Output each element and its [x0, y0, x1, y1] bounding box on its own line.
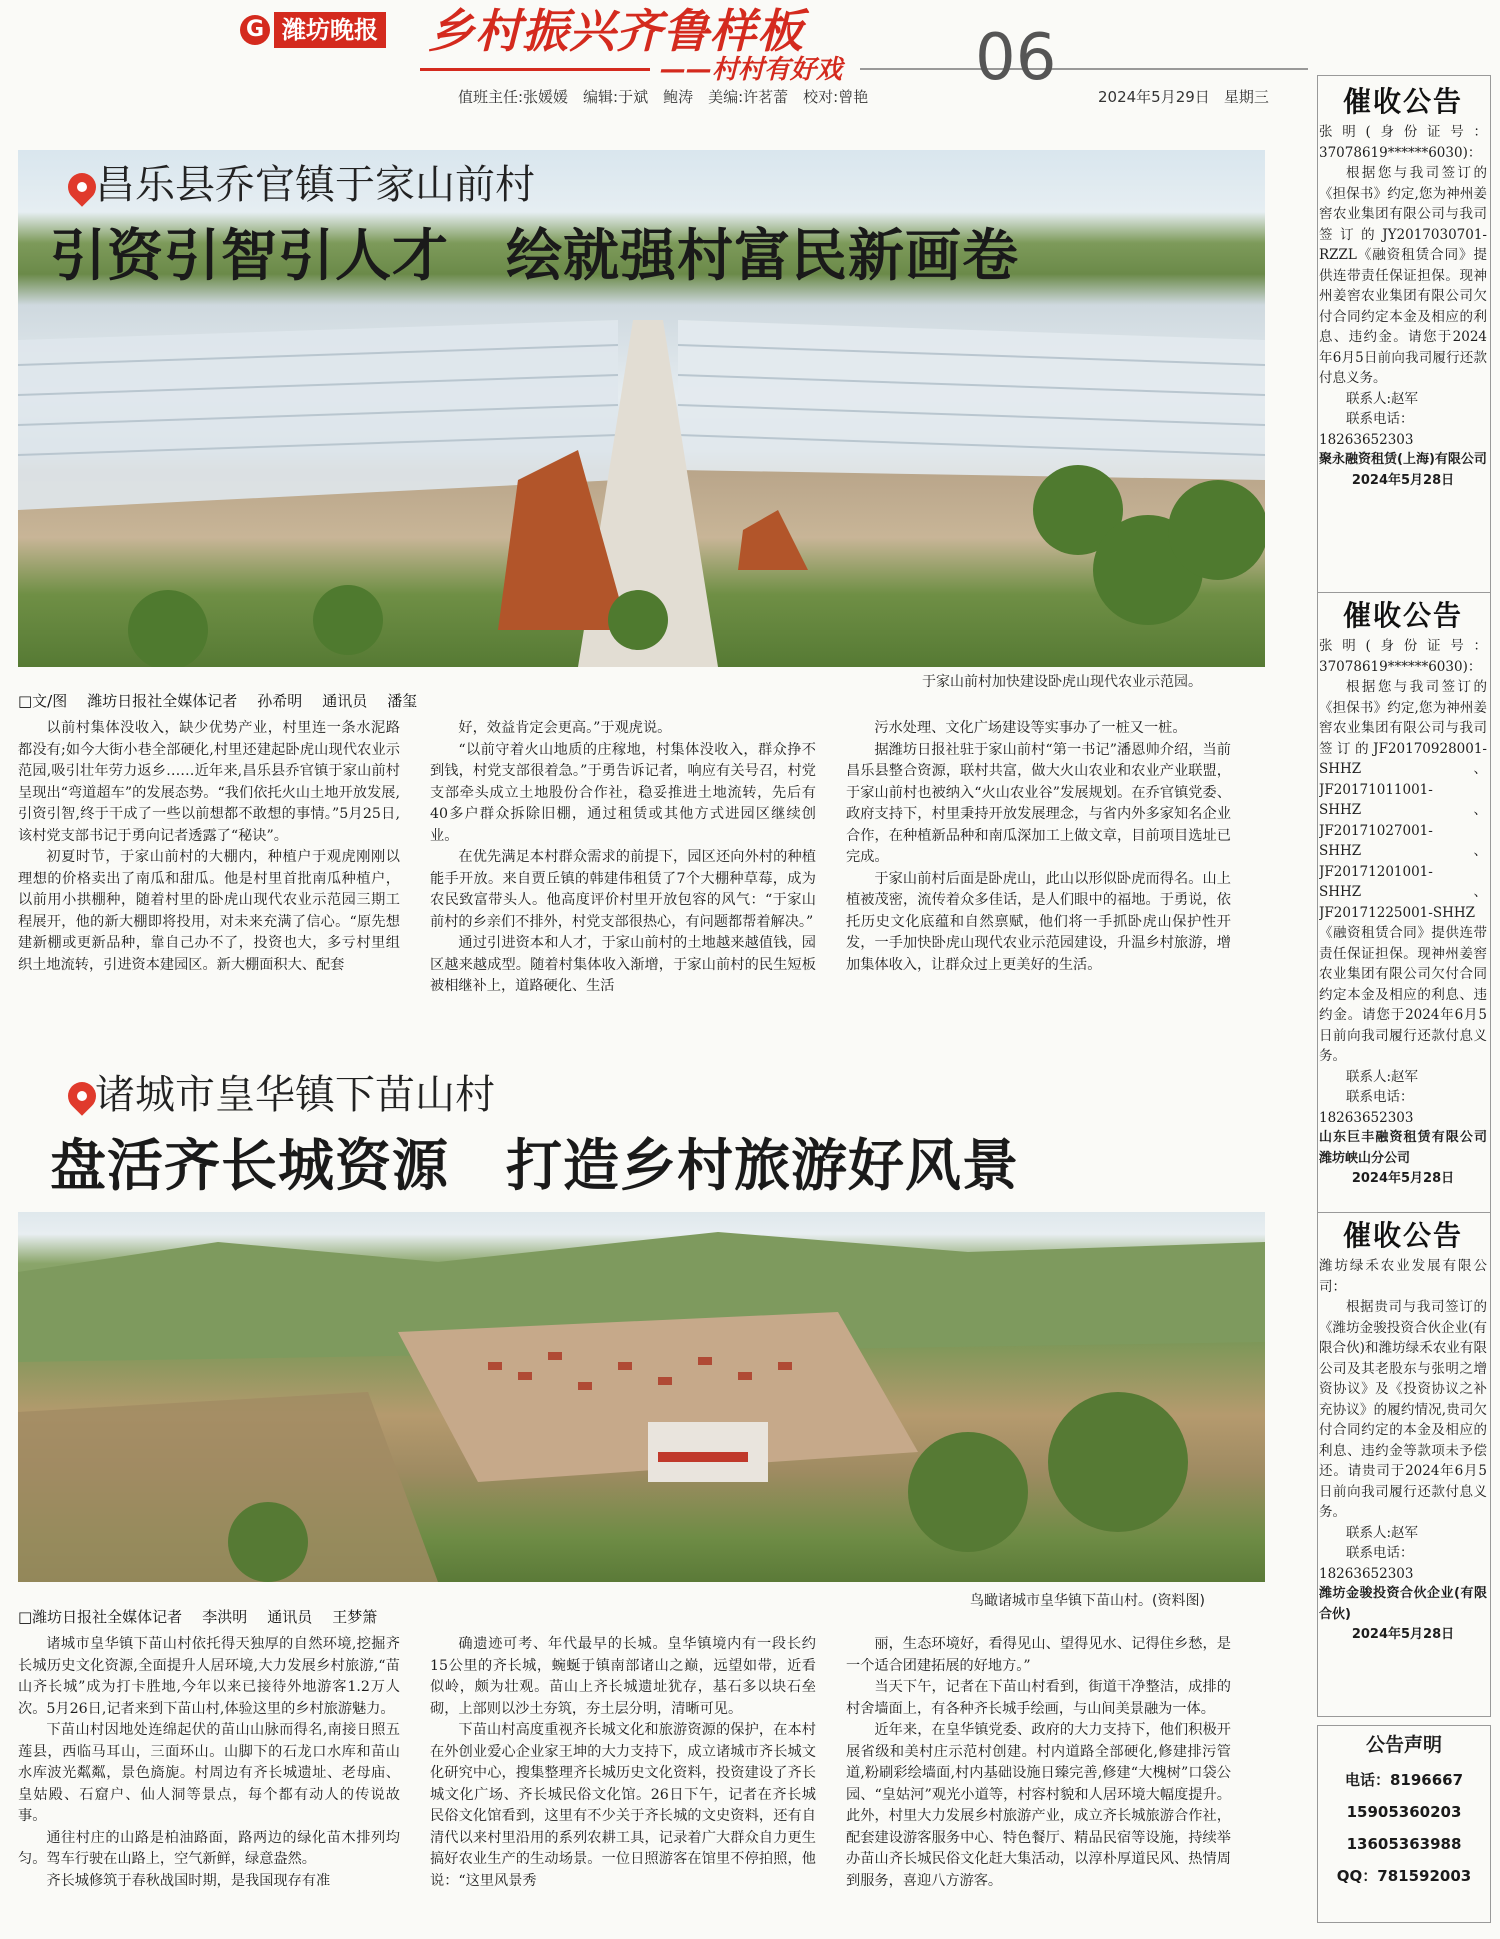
- byline-reporter: 李洪明: [202, 1608, 248, 1626]
- paragraph: 通往村庄的山路是柏油路面，路两边的绿化苗木排列均匀。驾车行驶在山路上，空气新鲜，绿意盎然。: [18, 1829, 400, 1867]
- article1-byline: [18, 690, 437, 712]
- masthead-rule: [420, 68, 650, 71]
- paragraph: 丽，生态环境好，看得见山、望得见水、记得住乡愁，是一个适合团建拓展的好地方。”: [846, 1636, 1231, 1674]
- article2-headline: 盘活齐长城资源 打造乡村旅游好风景: [50, 1134, 1019, 1199]
- declaration-mobile-2: 13605363988: [1346, 1835, 1462, 1853]
- notice-phone: 18263652303: [1319, 1109, 1414, 1126]
- masthead-rule-right: [860, 68, 1308, 70]
- notice-title: 催收公告: [1342, 599, 1463, 632]
- paragraph: 初夏时节，于家山前村的大棚内，种植户于观虎刚刚以理想的价格卖出了南瓜和甜瓜。他是村里首批南瓜种植户，以前用小拱棚种，随着村里的卧虎山现代农业示范园三期工程展开，他的新大棚即将投用，对未来充满了信心。“原先想建新棚或更新品种，靠自己办不了，投资也大，多亏村里组织土地流转，引进资本建园区。新大棚面积大、配套: [18, 849, 400, 973]
- notice-contact: 联系人:赵军: [1346, 390, 1419, 407]
- byline-correspondent-label: 通讯员: [267, 1608, 313, 1626]
- article1-photo-caption: 于家山前村加快建设卧虎山现代农业示范园。: [922, 674, 1202, 690]
- paragraph: 据潍坊日报社驻于家山前村“第一书记”潘恩帅介绍，当前昌乐县整合资源，联村共富，做大火山农业和农业产业联盟，于家山前村也被纳入“火山农业谷”发展规划。在乔官镇党委、政府支持下，村里秉持开放发展理念，与省内外多家知名企业合作，在种植新品种和南瓜深加工上做文章，目前项目选址已完成。: [846, 741, 1231, 865]
- article1-column-3: [846, 718, 1231, 1018]
- notice-phone-label: 联系电话：: [1346, 1545, 1414, 1561]
- logo-icon: G: [240, 15, 270, 45]
- collection-notice-2: [1319, 596, 1487, 1206]
- notice-phone: 18263652303: [1319, 431, 1414, 448]
- paragraph: 下苗山村高度重视齐长城文化和旅游资源的保护，在本村在外创业爱心企业家王坤的大力支持下，成立诸城市齐长城文化研究中心，搜集整理齐长城历史文化资料，投资建设了齐长城文化广场、齐长城民俗文化馆。26日下午，记者在齐长城民俗文化馆看到，这里有不少关于齐长城的文史资料，还有自清代以来村里沿用的系列农耕工具，记录着广大群众自力更生搞好农业生产的生动场景。一位日照游客在馆里不停拍照，他说：“这里风景秀: [430, 1722, 816, 1889]
- notice-divider: [1317, 592, 1491, 593]
- article2-column-1: [18, 1634, 400, 1934]
- declaration-mobile-1: 15905360203: [1346, 1803, 1462, 1821]
- byline-reporter: 孙希明: [257, 692, 303, 710]
- byline-correspondent: 潘玺: [387, 692, 418, 710]
- public-notice-contact-box: [1317, 1725, 1491, 1923]
- article1-location: 昌乐县乔官镇于家山前村: [95, 162, 535, 208]
- section-subtitle: ——村村有好戏: [660, 55, 843, 85]
- issue-date: 2024年5月29日: [1098, 88, 1210, 106]
- paragraph: 在优先满足本村群众需求的前提下，园区还向外村的种植能手开放。来自贾丘镇的韩建伟租赁了7个大棚种草莓，成为农民致富带头人。他高度评价村里开放包容的风气：“于家山前村的乡亲们不排外，村党支部很热心，有问题都帮着解决。”: [430, 849, 816, 930]
- byline-org: 潍坊日报社全媒体记者: [87, 692, 238, 710]
- article2-column-3: [846, 1634, 1231, 1934]
- article2-byline: [18, 1606, 397, 1628]
- declaration-phone: 电话：8196667: [1344, 1771, 1464, 1789]
- notice-addressee: 张明(身份证号：37078619******6030)：: [1319, 124, 1487, 161]
- notice-body: 根据贵司与我司签订的《潍坊金骏投资合伙企业(有限合伙)和潍坊绿禾农业有限公司及其老股东与张明之增资协议》及《投资协议之补充协议》的履约情况,贵司欠付合同约定的本金及相应的利息、违约金等款项未予偿还。请贵司于2024年6月5日前向我司履行还款付息义务。: [1319, 1299, 1487, 1520]
- notice-phone-label: 联系电话：: [1346, 411, 1414, 427]
- article2-photo-caption: 鸟瞰诸城市皇华镇下苗山村。(资料图): [970, 1593, 1205, 1609]
- declaration-title: 公告声明: [1365, 1734, 1442, 1756]
- editorial-staff: 值班主任:张媛媛 编辑:于斌 鲍涛 美编:许茗蕾 校对:曾艳: [458, 88, 869, 106]
- notice-date: 2024年5月28日: [1351, 1171, 1455, 1186]
- notice-addressee: 张明(身份证号：37078619******6030)：: [1319, 638, 1487, 675]
- dateline: [1098, 86, 1283, 108]
- notice-divider: [1317, 1212, 1491, 1213]
- paragraph: 近年来，在皇华镇党委、政府的大力支持下，他们积极开展省级和美村庄示范村创建。村内道路全部硬化,修建排污管道,粉刷彩绘墙面,村内基础设施日臻完善,修建“大槐树”口袋公园、“皇姑河”观光小道等，村容村貌和人居环境大幅度提升。此外，村里大力发展乡村旅游产业，成立齐长城旅游合作社，配套建设游客服务中心、特色餐厅、精品民宿等设施，持续举办苗山齐长城民俗文化赶大集活动，以淳朴厚道民风、热情周到服务，喜迎八方游客。: [846, 1722, 1231, 1889]
- notice-phone-label: 联系电话：: [1346, 1089, 1414, 1105]
- collection-notice-3: [1319, 1216, 1487, 1714]
- logo-text: 潍坊晚报: [274, 12, 386, 48]
- paragraph: 通过引进资本和人才，于家山前村的土地越来越值钱，园区越来越成型。随着村集体收入渐增，于家山前村的民生短板被相继补上，道路硬化、生活: [430, 935, 816, 994]
- notice-contact: 联系人:赵军: [1346, 1068, 1419, 1085]
- notice-company: 聚永融资租赁(上海)有限公司: [1319, 452, 1487, 467]
- article1-column-2: [430, 718, 816, 1018]
- notice-title: 催收公告: [1342, 85, 1463, 118]
- notice-date: 2024年5月28日: [1351, 1627, 1455, 1642]
- paragraph: 确遗迹可考、年代最早的长城。皇华镇境内有一段长约15公里的齐长城，蜿蜒于镇南部诸山之巅，远望如带，近看似岭，颇为壮观。苗山上齐长城遗址犹存，基石多以块石垒砌，上部则以沙土夯筑，夯土层分明，清晰可见。: [430, 1636, 816, 1717]
- notice-body: 根据您与我司签订的《担保书》约定,您为神州姜窖农业集团有限公司与我司签订的JY2017030701-RZZL《融资租赁合同》提供连带责任保证担保。现神州姜窖农业集团有限公司欠付合同约定本金及相应的利息、违约金。请您于2024年6月5日前向我司履行还款付息义务。: [1319, 165, 1487, 386]
- paragraph: 以前村集体没收入，缺少优势产业，村里连一条水泥路都没有;如今大街小巷全部硬化,村里还建起卧虎山现代农业示范园,吸引壮年劳力返乡……近年来,昌乐县乔官镇于家山前村呈现出“弯道超车”的发展态势。“我们依托火山土地开放发展,引资引智,终于干成了一些以前想都不敢想的事情。”5月25日,该村党支部书记于勇向记者透露了“秘诀”。: [18, 720, 400, 844]
- notice-company: 潍坊金骏投资合伙企业(有限合伙): [1319, 1586, 1487, 1622]
- article1-headline: 引资引智引人才 绘就强村富民新画卷: [50, 224, 1019, 289]
- section-title: 乡村振兴齐鲁样板: [428, 4, 804, 58]
- paragraph: “以前守着火山地质的庄稼地，村集体没收入，群众挣不到钱，村党支部很着急。”于勇告诉记者，响应有关号召，村党支部牵头成立土地股份合作社，稳妥推进土地流转，先后有40多户群众拆除旧棚，通过租赁或其他方式进园区继续创业。: [430, 741, 816, 844]
- article2-location: 诸城市皇华镇下苗山村: [95, 1072, 495, 1118]
- collection-notice-1: [1319, 82, 1487, 587]
- paragraph: 于家山前村后面是卧虎山，此山以形似卧虎而得名。山上植被茂密，流传着众多佳话，是人们眼中的福地。于勇说，依托历史文化底蕴和自然禀赋，他们将一手抓卧虎山保护性开发，一手加快卧虎山现代农业示范园建设，升温乡村旅游，增加集体收入，让群众过上更美好的生活。: [846, 870, 1231, 973]
- article1-column-1: [18, 718, 400, 1018]
- issue-weekday: 星期三: [1223, 88, 1269, 106]
- village-aerial-illustration: [18, 1212, 1265, 1582]
- paragraph: 污水处理、文化广场建设等实事办了一桩又一桩。: [874, 720, 1187, 736]
- paragraph: 当天下午，记者在下苗山村看到，街道干净整洁，成排的村舍墙面上，有各种齐长城手绘画，与山间美景融为一体。: [846, 1679, 1231, 1717]
- notice-body: 根据您与我司签订的《担保书》约定,您为神州姜窖农业集团有限公司与我司签订的JF20170928001-SHHZ、JF20171011001-SHHZ、JF20171027001-SHHZ、JF20171201001-SHHZ、JF20171225001-SHHZ《融资租赁合同》提供连带责任保证担保。现神州姜窖农业集团有限公司欠付合同约定本金及相应的利息、违约金。请您于2024年6月5日前向我司履行还款付息义务。: [1319, 679, 1487, 1064]
- declaration-qq: QQ：781592003: [1336, 1867, 1472, 1885]
- page-number: 06: [975, 21, 1057, 95]
- byline-correspondent: 王梦箫: [332, 1608, 378, 1626]
- article2-column-2: [430, 1634, 816, 1934]
- paragraph: 齐长城修筑于春秋战国时期，是我国现存有准: [46, 1872, 331, 1889]
- newspaper-logo: [240, 12, 420, 52]
- byline-org: □潍坊日报社全媒体记者: [18, 1608, 183, 1626]
- paragraph: 好，效益肯定会更高。”于观虎说。: [458, 720, 672, 736]
- notice-phone: 18263652303: [1319, 1565, 1414, 1582]
- paragraph: 下苗山村因地处连绵起伏的苗山山脉而得名,南接日照五莲县，西临马耳山，三面环山。山脚下的石龙口水库和苗山水库波光粼粼，景色旖旎。村周边有齐长城遗址、老母庙、皇姑殿、石窟户、仙人洞等景点，每个都有动人的传说故事。: [18, 1722, 400, 1824]
- notice-addressee: 潍坊绿禾农业发展有限公司：: [1319, 1258, 1487, 1295]
- article2-photo: [18, 1212, 1265, 1582]
- paragraph: 诸城市皇华镇下苗山村依托得天独厚的自然环境,挖掘齐长城历史文化资源,全面提升人居环境,大力发展乡村旅游,“苗山齐长城”成为打卡胜地,今年以来已接待外地游客1.2万人次。5月26日,记者来到下苗山村,体验这里的乡村旅游魅力。: [18, 1636, 400, 1717]
- notice-company: 山东巨丰融资租赁有限公司潍坊峡山分公司: [1319, 1130, 1487, 1166]
- notice-contact: 联系人:赵军: [1346, 1524, 1419, 1541]
- notice-date: 2024年5月28日: [1351, 472, 1455, 488]
- byline-correspondent-label: 通讯员: [322, 692, 368, 710]
- notice-title: 催收公告: [1342, 1219, 1463, 1252]
- byline-label: □文/图: [18, 692, 68, 710]
